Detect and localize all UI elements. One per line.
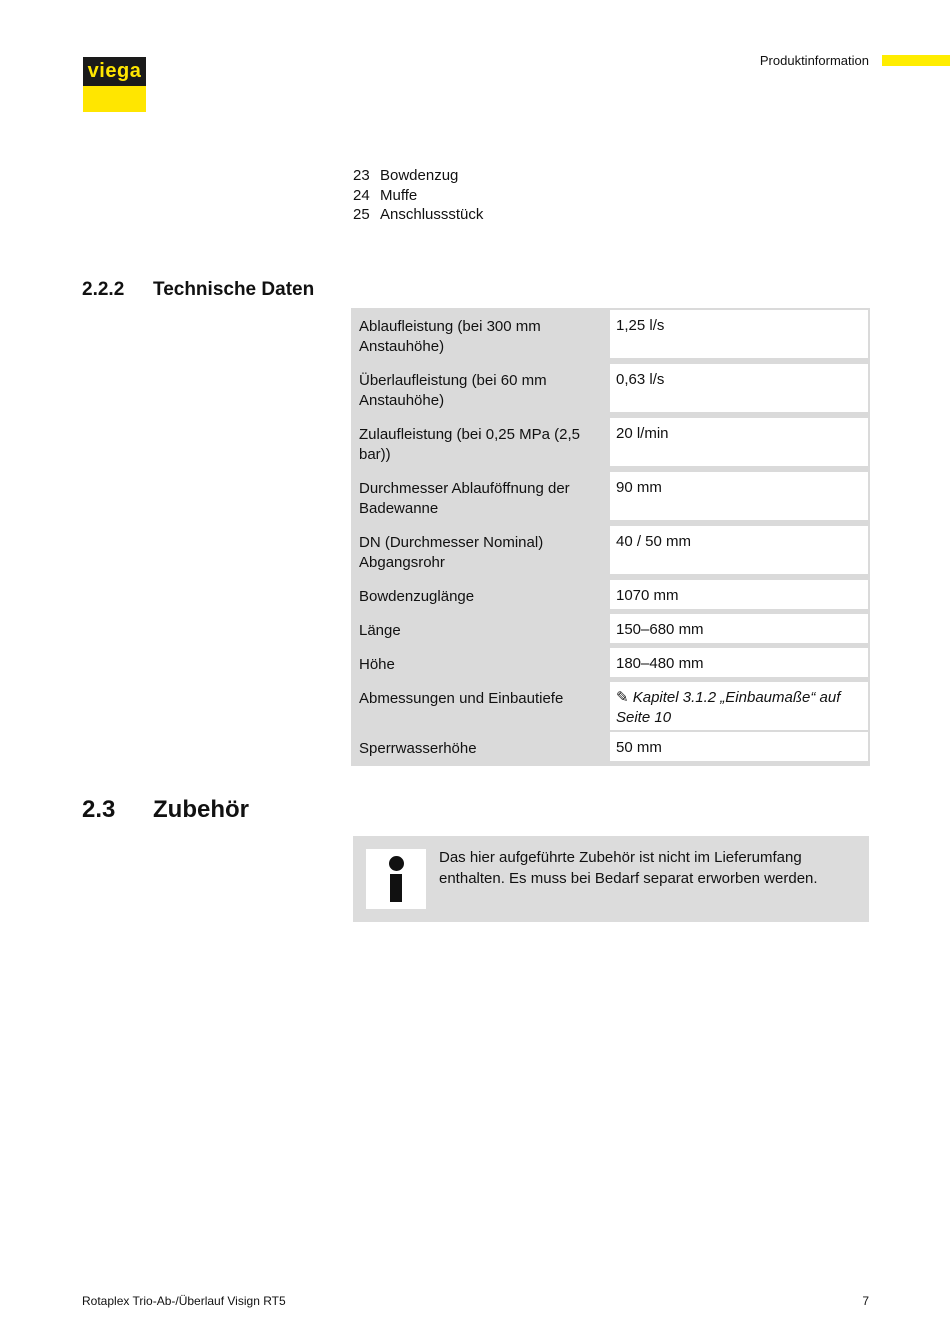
technical-data-table	[351, 308, 870, 766]
table-row	[351, 682, 868, 730]
table-row	[351, 580, 868, 612]
section-number-2-2-2: 2.2.2	[82, 279, 125, 300]
table-value: 40 / 50 mm	[610, 526, 868, 574]
table-key: Überlaufleistung (bei 60 mm Anstauhöhe)	[359, 372, 547, 409]
table-row	[351, 418, 868, 470]
table-value: 150–680 mm	[610, 614, 868, 643]
table-value: 50 mm	[610, 732, 868, 761]
table-value: 0,63 l/s	[610, 364, 868, 412]
table-key: Bowdenzuglänge	[359, 588, 475, 605]
section-title-technische-daten: Technische Daten	[153, 279, 315, 300]
parts-list	[353, 166, 483, 225]
section-number-2-3: 2.3	[82, 796, 116, 823]
logo-text: viega	[83, 57, 146, 86]
table-key: DN (Durchmesser Nominal) Abgangsrohr	[359, 534, 544, 571]
part-label: Bowdenzug	[380, 167, 459, 184]
part-number: 23	[353, 167, 370, 184]
header-accent-bar	[882, 55, 950, 66]
info-note-box	[353, 836, 869, 922]
table-row	[351, 732, 868, 764]
table-value: 180–480 mm	[610, 648, 868, 677]
part-number: 24	[353, 186, 370, 204]
table-value: 90 mm	[610, 472, 868, 520]
table-row	[351, 364, 868, 416]
table-key: Höhe	[359, 656, 395, 673]
table-row	[351, 310, 868, 362]
table-key: Ablaufleistung (bei 300 mm Anstauhöhe)	[359, 318, 541, 355]
part-label: Anschlussstück	[380, 206, 484, 223]
list-item	[353, 166, 483, 186]
viega-logo	[83, 57, 146, 112]
table-key: Sperrwasserhöhe	[359, 740, 477, 757]
table-key: Zulaufleistung (bei 0,25 MPa (2,5 bar))	[359, 426, 580, 463]
table-value: 1,25 l/s	[610, 310, 868, 358]
chapter-reference-link[interactable]: ✎ Kapitel 3.1.2 „Einbaumaße“ auf Seite 10	[610, 682, 868, 730]
table-value: 20 l/min	[610, 418, 868, 466]
header-section-label: Produktinformation	[759, 53, 869, 68]
list-item	[353, 186, 483, 206]
part-number: 25	[353, 206, 370, 223]
table-row	[351, 472, 868, 524]
logo-yellow-band	[83, 86, 146, 112]
info-note-text: Das hier aufgeführte Zubehör ist nicht im Lieferumfang enthalten. Es muss bei Bedarf separat erworben werden.	[439, 849, 818, 887]
table-row	[351, 614, 868, 646]
section-title-zubehoer: Zubehör	[153, 796, 249, 823]
table-row	[351, 526, 868, 578]
part-label: Muffe	[380, 186, 418, 204]
footer-page-number: 7	[862, 1294, 869, 1308]
footer-document-title: Rotaplex Trio-Ab-/Überlauf Visign RT5	[82, 1294, 286, 1308]
table-key: Durchmesser Ablauföffnung der Badewanne	[359, 480, 570, 517]
table-key: Abmessungen und Einbautiefe	[359, 690, 564, 707]
table-value: 1070 mm	[610, 580, 868, 609]
list-item	[353, 205, 483, 225]
info-icon	[366, 849, 426, 909]
table-key: Länge	[359, 622, 401, 639]
table-row	[351, 648, 868, 680]
